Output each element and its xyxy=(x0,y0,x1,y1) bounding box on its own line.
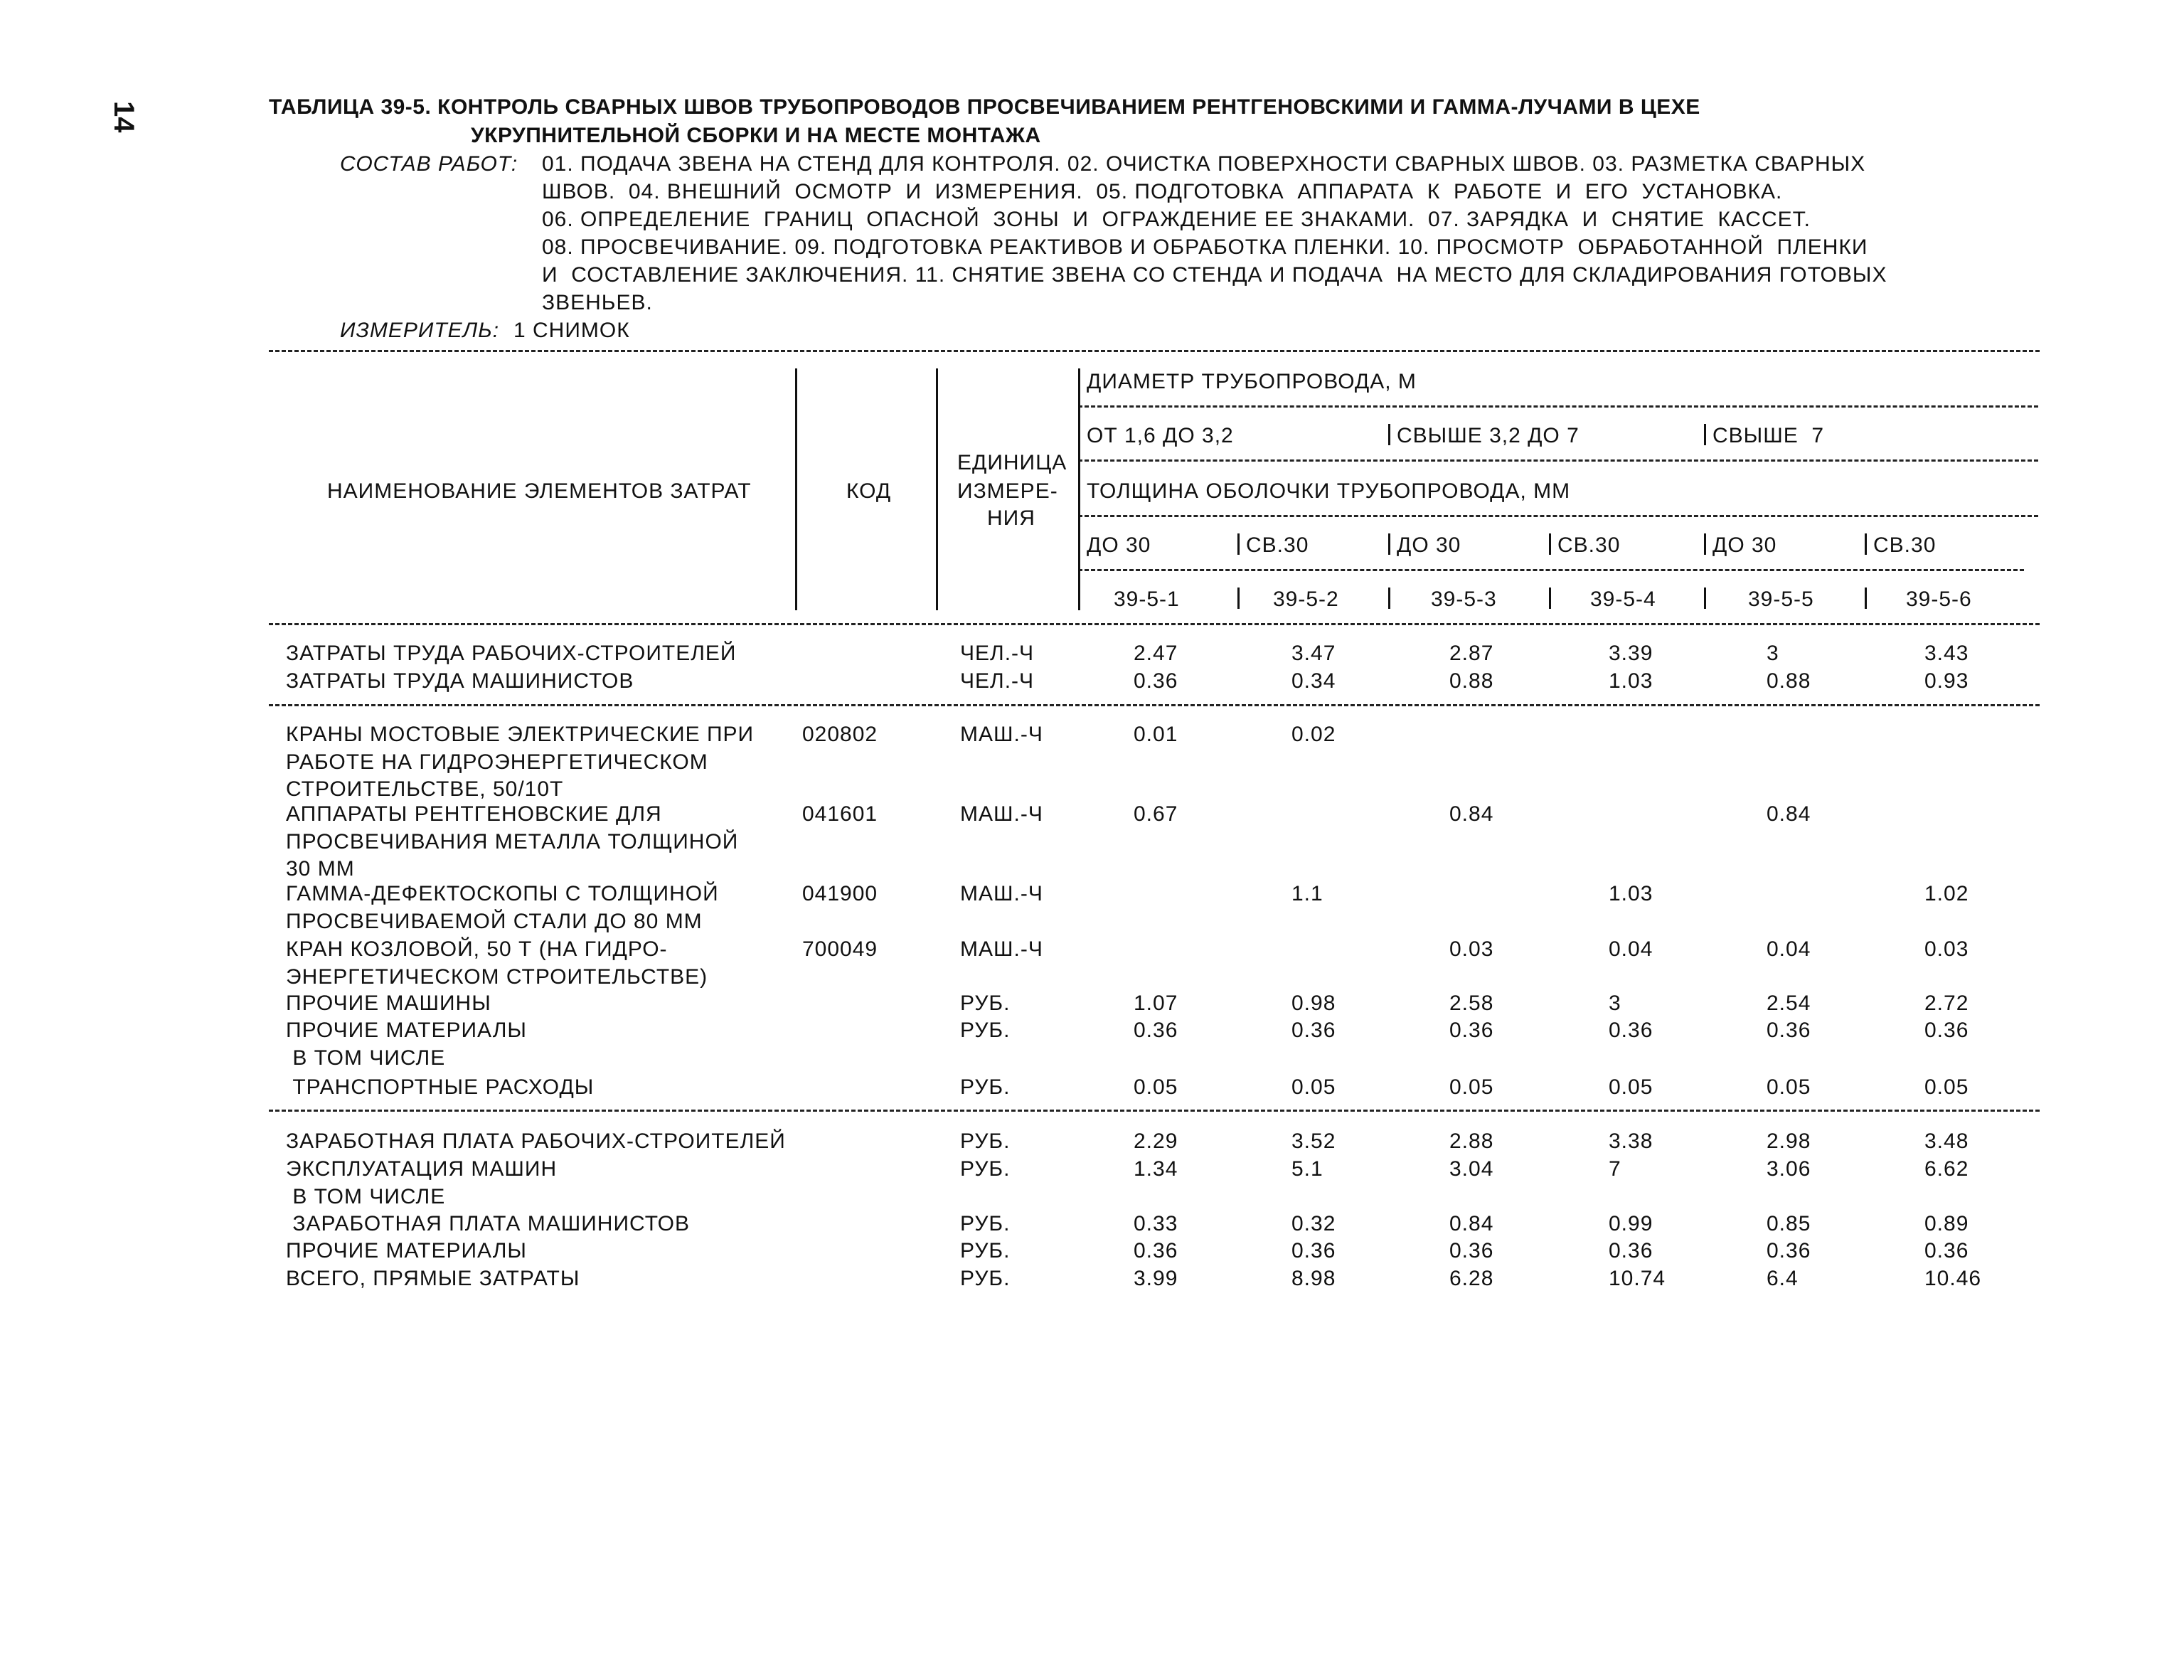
row-value: 2.87 xyxy=(1449,642,1494,665)
composition-line: ШВОВ. 04. ВНЕШНИЙ ОСМОТР И ИЗМЕРЕНИЯ. 05. ПОДГОТОВКА АППАРАТА К РАБОТЕ И ЕГО УСТАНОВКА. xyxy=(542,180,1783,203)
row-value: 3.48 xyxy=(1924,1129,1969,1153)
row-value: 6.4 xyxy=(1767,1267,1799,1290)
thickness-col-label: ДО 30 xyxy=(1712,533,1777,557)
row-value: 0.99 xyxy=(1609,1212,1653,1235)
row-unit: РУБ. xyxy=(960,1212,1011,1235)
row-value: 3.38 xyxy=(1609,1129,1653,1153)
header-divider-name xyxy=(795,368,797,610)
thickness-divider xyxy=(1549,533,1551,555)
row-value: 0.84 xyxy=(1767,802,1811,826)
row-unit: ЧЕЛ.-Ч xyxy=(960,642,1035,665)
thickness-col-label: ДО 30 xyxy=(1397,533,1461,557)
row-unit: РУБ. xyxy=(960,1239,1011,1262)
composition-line: ЗВЕНЬЕВ. xyxy=(542,291,653,314)
row-value: 3.99 xyxy=(1134,1267,1178,1290)
row-unit: ЧЕЛ.-Ч xyxy=(960,669,1035,693)
header-thickness: ТОЛЩИНА ОБОЛОЧКИ ТРУБОПРОВОДА, ММ xyxy=(1087,479,1571,503)
group-divider-2 xyxy=(1388,424,1390,445)
composition-line: 08. ПРОСВЕЧИВАНИЕ. 09. ПОДГОТОВКА РЕАКТИВОВ И ОБРАБОТКА ПЛЕНКИ. 10. ПРОСМОТР ОБРАБОТАННОЙ ПЛЕНКИ xyxy=(542,235,1868,259)
row-unit: МАШ.-Ч xyxy=(960,882,1043,905)
thickness-divider xyxy=(1865,533,1867,555)
norm-code: 39-5-2 xyxy=(1273,588,1339,611)
row-code: 041900 xyxy=(802,882,878,905)
row-value: 1.02 xyxy=(1924,882,1969,905)
row-value: 6.28 xyxy=(1449,1267,1494,1290)
row-value: 1.1 xyxy=(1291,882,1323,905)
row-value: 3 xyxy=(1767,642,1779,665)
row-name: В ТОМ ЧИСЛЕ xyxy=(286,1184,446,1208)
code-divider xyxy=(1388,588,1390,609)
diameter-group-3: СВЫШЕ 7 xyxy=(1712,424,1825,447)
header-unit-line-1: ЕДИНИЦА xyxy=(957,451,1067,474)
row-name: В ТОМ ЧИСЛЕ xyxy=(286,1046,446,1070)
thickness-divider xyxy=(1704,533,1706,555)
row-value: 3.47 xyxy=(1291,642,1336,665)
row-value: 0.36 xyxy=(1609,1019,1653,1042)
row-value: 0.03 xyxy=(1924,937,1969,961)
meter-label: ИЗМЕРИТЕЛЬ: xyxy=(340,319,500,342)
norm-code: 39-5-6 xyxy=(1906,588,1972,611)
header-rule-4 xyxy=(1078,569,2024,571)
row-value: 3.04 xyxy=(1449,1157,1494,1181)
row-value: 0.32 xyxy=(1291,1212,1336,1235)
row-unit: РУБ. xyxy=(960,1019,1011,1042)
row-value: 2.98 xyxy=(1767,1129,1811,1153)
row-code: 020802 xyxy=(802,723,878,746)
header-divider-unit xyxy=(1078,368,1080,610)
row-value: 10.46 xyxy=(1924,1267,1982,1290)
row-value: 0.36 xyxy=(1134,1239,1178,1262)
diameter-group-2: СВЫШЕ 3,2 ДО 7 xyxy=(1397,424,1580,447)
row-code: 041601 xyxy=(802,802,878,826)
row-value: 0.05 xyxy=(1924,1075,1969,1099)
thickness-col-label: СВ.30 xyxy=(1557,533,1621,557)
thickness-col-label: ДО 30 xyxy=(1087,533,1151,557)
row-unit: РУБ. xyxy=(960,991,1011,1015)
row-value: 3.52 xyxy=(1291,1129,1336,1153)
header-rule-3 xyxy=(1078,515,2038,517)
row-unit: МАШ.-Ч xyxy=(960,802,1043,826)
table-title-line-1: ТАБЛИЦА 39-5. КОНТРОЛЬ СВАРНЫХ ШВОВ ТРУБОПРОВОДОВ ПРОСВЕЧИВАНИЕМ РЕНТГЕНОВСКИМИ И ГАММА-ЛУЧАМИ В ЦЕХЕ xyxy=(269,95,1700,119)
row-value: 2.72 xyxy=(1924,991,1969,1015)
page-number: 14 xyxy=(108,101,139,133)
thickness-col-label: СВ.30 xyxy=(1246,533,1309,557)
row-name: ЗАТРАТЫ ТРУДА РАБОЧИХ-СТРОИТЕЛЕЙ xyxy=(286,642,737,665)
row-value: 1.07 xyxy=(1134,991,1178,1015)
header-top-rule xyxy=(269,350,2040,352)
row-value: 0.36 xyxy=(1134,1019,1178,1042)
row-name: РАБОТЕ НА ГИДРОЭНЕРГЕТИЧЕСКОМ xyxy=(286,750,708,774)
row-value: 0.33 xyxy=(1134,1212,1178,1235)
row-name: ПРОЧИЕ МАТЕРИАЛЫ xyxy=(286,1019,527,1042)
row-name: ПРОЧИЕ МАТЕРИАЛЫ xyxy=(286,1239,527,1262)
header-rule-2 xyxy=(1078,459,2038,462)
code-divider xyxy=(1237,588,1240,609)
row-value: 0.36 xyxy=(1767,1239,1811,1262)
row-value: 2.29 xyxy=(1134,1129,1178,1153)
row-value: 0.84 xyxy=(1449,802,1494,826)
row-unit: РУБ. xyxy=(960,1157,1011,1181)
diameter-group-1: ОТ 1,6 ДО 3,2 xyxy=(1087,424,1234,447)
section-rule-2 xyxy=(269,1110,2040,1112)
header-unit-line-3: НИЯ xyxy=(987,506,1035,530)
table-title-line-2: УКРУПНИТЕЛЬНОЙ СБОРКИ И НА МЕСТЕ МОНТАЖА xyxy=(471,124,1041,147)
row-code: 700049 xyxy=(802,937,878,961)
row-unit: РУБ. xyxy=(960,1267,1011,1290)
row-value: 5.1 xyxy=(1291,1157,1323,1181)
header-bottom-rule xyxy=(269,623,2040,625)
thickness-col-label: СВ.30 xyxy=(1873,533,1937,557)
row-value: 0.93 xyxy=(1924,669,1969,693)
row-unit: МАШ.-Ч xyxy=(960,937,1043,961)
row-unit: РУБ. xyxy=(960,1075,1011,1099)
row-name: ВСЕГО, ПРЯМЫЕ ЗАТРАТЫ xyxy=(286,1267,580,1290)
row-value: 0.89 xyxy=(1924,1212,1969,1235)
code-divider xyxy=(1865,588,1867,609)
norm-code: 39-5-4 xyxy=(1590,588,1656,611)
row-value: 0.05 xyxy=(1767,1075,1811,1099)
row-name: КРАН КОЗЛОВОЙ, 50 Т (НА ГИДРО- xyxy=(286,937,668,961)
row-value: 3.39 xyxy=(1609,642,1653,665)
row-value: 0.03 xyxy=(1449,937,1494,961)
row-name: ПРОСВЕЧИВАНИЯ МЕТАЛЛА ТОЛЩИНОЙ xyxy=(286,829,739,854)
row-value: 0.88 xyxy=(1767,669,1811,693)
row-value: 10.74 xyxy=(1609,1267,1666,1290)
row-value: 0.98 xyxy=(1291,991,1336,1015)
row-value: 0.04 xyxy=(1609,937,1653,961)
row-value: 1.34 xyxy=(1134,1157,1178,1181)
row-value: 0.36 xyxy=(1449,1019,1494,1042)
header-divider-code xyxy=(936,368,938,610)
row-value: 1.03 xyxy=(1609,669,1653,693)
group-divider-3 xyxy=(1704,424,1706,445)
thickness-divider xyxy=(1388,533,1390,555)
row-value: 0.36 xyxy=(1924,1239,1969,1262)
composition-label: СОСТАВ РАБОТ: xyxy=(340,152,518,176)
row-value: 0.05 xyxy=(1609,1075,1653,1099)
header-rule-1 xyxy=(1078,405,2038,408)
row-value: 3.06 xyxy=(1767,1157,1811,1181)
row-name: ТРАНСПОРТНЫЕ РАСХОДЫ xyxy=(286,1075,595,1099)
header-unit-line-2: ИЗМЕРЕ- xyxy=(957,479,1058,503)
row-value: 0.05 xyxy=(1134,1075,1178,1099)
row-value: 0.01 xyxy=(1134,723,1178,746)
row-unit: РУБ. xyxy=(960,1129,1011,1153)
row-name: ЭКСПЛУАТАЦИЯ МАШИН xyxy=(286,1157,558,1181)
row-name: ГАММА-ДЕФЕКТОСКОПЫ С ТОЛЩИНОЙ xyxy=(286,882,719,905)
row-name: ЗАТРАТЫ ТРУДА МАШИНИСТОВ xyxy=(286,669,634,693)
row-value: 0.05 xyxy=(1291,1075,1336,1099)
row-value: 0.05 xyxy=(1449,1075,1494,1099)
row-name: ПРОЧИЕ МАШИНЫ xyxy=(286,991,491,1015)
row-value: 0.02 xyxy=(1291,723,1336,746)
row-value: 0.88 xyxy=(1449,669,1494,693)
row-value: 0.67 xyxy=(1134,802,1178,826)
composition-line: 01. ПОДАЧА ЗВЕНА НА СТЕНД ДЛЯ КОНТРОЛЯ. 02. ОЧИСТКА ПОВЕРХНОСТИ СВАРНЫХ ШВОВ. 03. РАЗМЕТКА СВАРНЫХ xyxy=(542,152,1866,176)
row-name: ЭНЕРГЕТИЧЕСКОМ СТРОИТЕЛЬСТВЕ) xyxy=(286,964,708,989)
row-value: 2.88 xyxy=(1449,1129,1494,1153)
row-value: 0.84 xyxy=(1449,1212,1494,1235)
row-value: 0.36 xyxy=(1609,1239,1653,1262)
row-value: 3 xyxy=(1609,991,1621,1015)
composition-line: 06. ОПРЕДЕЛЕНИЕ ГРАНИЦ ОПАСНОЙ ЗОНЫ И ОГРАЖДЕНИЕ ЕЕ ЗНАКАМИ. 07. ЗАРЯДКА И СНЯТИЕ КАССЕТ. xyxy=(542,208,1811,231)
row-name: КРАНЫ МОСТОВЫЕ ЭЛЕКТРИЧЕСКИЕ ПРИ xyxy=(286,723,755,746)
composition-line: И СОСТАВЛЕНИЕ ЗАКЛЮЧЕНИЯ. 11. СНЯТИЕ ЗВЕНА СО СТЕНДА И ПОДАЧА НА МЕСТО ДЛЯ СКЛАДИРОВАНИЯ ГОТОВЫХ xyxy=(542,263,1887,287)
row-value: 7 xyxy=(1609,1157,1621,1181)
code-divider xyxy=(1549,588,1551,609)
norm-code: 39-5-5 xyxy=(1748,588,1814,611)
row-name: СТРОИТЕЛЬСТВЕ, 50/10Т xyxy=(286,777,564,801)
header-diameter: ДИАМЕТР ТРУБОПРОВОДА, М xyxy=(1087,370,1417,393)
row-value: 0.36 xyxy=(1134,669,1178,693)
row-name: ЗАРАБОТНАЯ ПЛАТА РАБОЧИХ-СТРОИТЕЛЕЙ xyxy=(286,1129,786,1153)
row-value: 6.62 xyxy=(1924,1157,1969,1181)
row-value: 0.36 xyxy=(1924,1019,1969,1042)
row-value: 0.85 xyxy=(1767,1212,1811,1235)
row-value: 0.36 xyxy=(1291,1019,1336,1042)
row-value: 2.58 xyxy=(1449,991,1494,1015)
row-name: АППАРАТЫ РЕНТГЕНОВСКИЕ ДЛЯ xyxy=(286,802,662,826)
row-name: 30 ММ xyxy=(286,857,355,881)
row-value: 0.36 xyxy=(1291,1239,1336,1262)
row-value: 0.36 xyxy=(1767,1019,1811,1042)
norm-code: 39-5-3 xyxy=(1431,588,1497,611)
section-rule-1 xyxy=(269,704,2040,706)
row-value: 1.03 xyxy=(1609,882,1653,905)
row-value: 3.43 xyxy=(1924,642,1969,665)
code-divider xyxy=(1704,588,1706,609)
row-value: 0.36 xyxy=(1449,1239,1494,1262)
row-value: 2.47 xyxy=(1134,642,1178,665)
row-value: 8.98 xyxy=(1291,1267,1336,1290)
row-unit: МАШ.-Ч xyxy=(960,723,1043,746)
norm-code: 39-5-1 xyxy=(1114,588,1180,611)
row-value: 0.04 xyxy=(1767,937,1811,961)
thickness-divider xyxy=(1237,533,1240,555)
row-value: 0.34 xyxy=(1291,669,1336,693)
header-name-column: НАИМЕНОВАНИЕ ЭЛЕМЕНТОВ ЗАТРАТ xyxy=(327,479,752,503)
row-name: ЗАРАБОТНАЯ ПЛАТА МАШИНИСТОВ xyxy=(286,1212,691,1235)
row-value: 2.54 xyxy=(1767,991,1811,1015)
header-code-column: КОД xyxy=(846,479,892,503)
row-name: ПРОСВЕЧИВАЕМОЙ СТАЛИ ДО 80 ММ xyxy=(286,909,703,933)
meter-value: 1 СНИМОК xyxy=(513,319,630,342)
